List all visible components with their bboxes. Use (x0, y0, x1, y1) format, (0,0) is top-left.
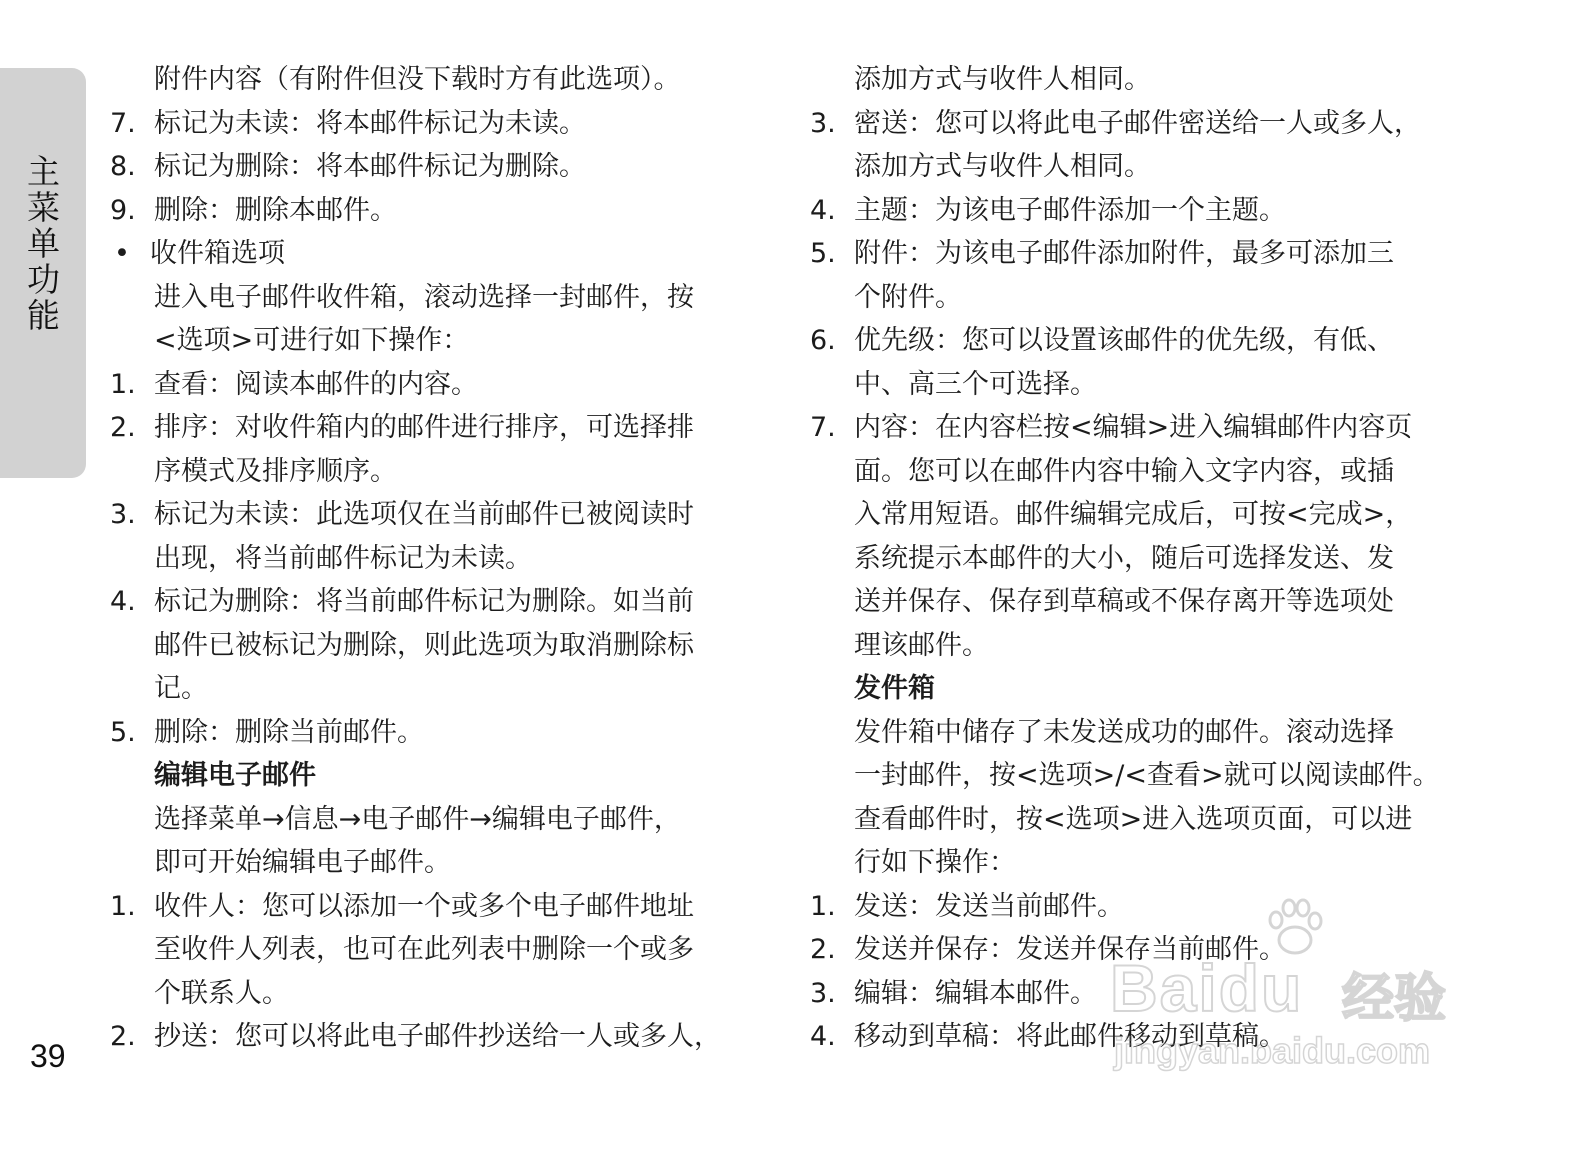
line-text: 收件箱选项 (150, 238, 285, 269)
line-text: 序模式及排序顺序。 (154, 455, 397, 487)
list-number: 4. (110, 586, 136, 617)
text-line (110, 972, 770, 1016)
line-text: 查看：阅读本邮件的内容。 (154, 368, 478, 400)
list-number: 4. (810, 194, 836, 226)
list-item (110, 363, 770, 407)
line-text: 行如下操作： (854, 847, 1016, 878)
line-text: 附件内容（有附件但没下载时方有此选项）。 (154, 64, 681, 95)
list-item (110, 580, 770, 624)
line-text: 添加方式与收件人相同。 (854, 151, 1151, 182)
watermark-url: jingyan.baidu.com (1114, 1030, 1431, 1071)
text-line (810, 580, 1475, 624)
list-item (110, 145, 770, 189)
line-text: 出现，将当前邮件标记为未读。 (154, 542, 532, 574)
line-text: 中、高三个可选择。 (854, 368, 1097, 400)
line-text: 移动到草稿：将此邮件移动到草稿。 (854, 1021, 1286, 1052)
line-text: 系统提示本邮件的大小，随后可选择发送、发 (854, 542, 1394, 574)
list-number: 5. (810, 238, 836, 269)
line-text: 主题：为该电子邮件添加一个主题。 (854, 194, 1286, 226)
text-line (810, 450, 1475, 494)
line-text: 编辑电子邮件 (154, 760, 316, 791)
line-text: 查看邮件时，按<选项>进入选项页面，可以进 (854, 803, 1413, 835)
text-line (810, 798, 1475, 842)
text-line (110, 798, 770, 842)
list-number: 3. (810, 977, 836, 1009)
list-number: 3. (110, 499, 136, 530)
page-number: 39 (30, 1038, 66, 1074)
line-text: 发送：发送当前邮件。 (854, 890, 1124, 922)
text-line (810, 537, 1475, 581)
baidu-jingyan-watermark (1110, 950, 1470, 1080)
list-item (110, 885, 770, 929)
list-number: 5. (110, 716, 136, 748)
watermark-brand: Baidu (1110, 951, 1304, 1025)
list-number: 8. (110, 151, 136, 182)
line-text: 密送：您可以将此电子邮件密送给一人或多人， (854, 107, 1421, 139)
line-text: 附件：为该电子邮件添加附件，最多可添加三 (854, 238, 1394, 269)
list-item (810, 189, 1475, 233)
list-item (110, 189, 770, 233)
right-column (810, 58, 1475, 1059)
line-text: 标记为未读：将本邮件标记为未读。 (154, 107, 586, 139)
list-item (110, 493, 770, 537)
list-number: 1. (810, 890, 836, 922)
text-line (810, 624, 1475, 668)
left-column (110, 58, 770, 1059)
line-text: 删除：删除本邮件。 (154, 194, 397, 226)
line-text: 选择菜单→信息→电子邮件→编辑电子邮件， (154, 803, 681, 835)
line-text: 编辑：编辑本邮件。 (854, 977, 1097, 1009)
line-text: 优先级：您可以设置该邮件的优先级，有低、 (854, 325, 1394, 356)
list-number: 7. (810, 412, 836, 443)
list-number: 2. (110, 1021, 136, 1052)
text-line (810, 493, 1475, 537)
list-number: 7. (110, 107, 136, 139)
list-item (810, 885, 1475, 929)
list-number: 1. (110, 368, 136, 400)
list-number: 2. (810, 934, 836, 965)
line-text: 面。您可以在邮件内容中输入文字内容，或插 (854, 455, 1394, 487)
list-number: 6. (810, 325, 836, 356)
section-heading (110, 754, 770, 798)
list-item (110, 406, 770, 450)
list-number: 3. (810, 107, 836, 139)
line-text: 抄送：您可以将此电子邮件抄送给一人或多人， (154, 1021, 721, 1052)
list-item (110, 1015, 770, 1059)
text-line (110, 276, 770, 320)
text-line (110, 841, 770, 885)
list-number: 9. (110, 194, 136, 226)
text-line (810, 711, 1475, 755)
line-text: 添加方式与收件人相同。 (854, 64, 1151, 95)
list-number: 2. (110, 412, 136, 443)
list-item (810, 102, 1475, 146)
text-line (110, 537, 770, 581)
bullet-item (110, 232, 770, 276)
text-line (110, 450, 770, 494)
text-line (810, 841, 1475, 885)
text-line (810, 58, 1475, 102)
line-text: 标记为删除：将当前邮件标记为删除。如当前 (154, 586, 694, 617)
section-heading (810, 667, 1475, 711)
text-line (810, 363, 1475, 407)
line-text: 入常用短语。邮件编辑完成后，可按<完成>， (854, 499, 1413, 530)
line-text: 收件人：您可以添加一个或多个电子邮件地址 (154, 890, 694, 922)
list-item (810, 232, 1475, 276)
text-line (110, 928, 770, 972)
text-line (810, 276, 1475, 320)
line-text: 至收件人列表，也可在此列表中删除一个或多 (154, 934, 694, 965)
line-text: 发件箱 (854, 673, 935, 704)
text-line (810, 145, 1475, 189)
list-item (110, 711, 770, 755)
text-line (810, 754, 1475, 798)
chapter-side-tab (0, 68, 86, 478)
bullet-icon: • (114, 238, 130, 269)
text-line (110, 319, 770, 363)
line-text: 进入电子邮件收件箱，滚动选择一封邮件，按 (154, 281, 694, 313)
list-item (810, 319, 1475, 363)
line-text: 记。 (154, 673, 208, 704)
line-text: 邮件已被标记为删除，则此选项为取消删除标 (154, 629, 694, 661)
watermark-brand-cn: 经验 (1342, 969, 1447, 1029)
line-text: <选项>可进行如下操作： (154, 325, 470, 356)
line-text: 送并保存、保存到草稿或不保存离开等选项处 (854, 586, 1394, 617)
line-text: 一封邮件，按<选项>/<查看>就可以阅读邮件。 (854, 760, 1440, 791)
list-item (110, 102, 770, 146)
text-line (110, 58, 770, 102)
line-text: 内容：在内容栏按<编辑>进入编辑邮件内容页 (854, 412, 1413, 443)
line-text: 个联系人。 (154, 977, 289, 1009)
line-text: 标记为未读：此选项仅在当前邮件已被阅读时 (154, 499, 694, 530)
list-item (810, 406, 1475, 450)
line-text: 即可开始编辑电子邮件。 (154, 847, 451, 878)
line-text: 发送并保存：发送并保存当前邮件。 (854, 934, 1286, 965)
line-text: 排序：对收件箱内的邮件进行排序，可选择排 (154, 412, 694, 443)
text-line (110, 624, 770, 668)
line-text: 个附件。 (854, 281, 962, 313)
text-line (110, 667, 770, 711)
line-text: 理该邮件。 (854, 629, 989, 661)
line-text: 标记为删除：将本邮件标记为删除。 (154, 151, 586, 182)
chapter-tab-label: 主菜单功能 (27, 152, 60, 335)
line-text: 发件箱中储存了未发送成功的邮件。滚动选择 (854, 716, 1394, 748)
list-number: 1. (110, 890, 136, 922)
line-text: 删除：删除当前邮件。 (154, 716, 424, 748)
list-number: 4. (810, 1021, 836, 1052)
